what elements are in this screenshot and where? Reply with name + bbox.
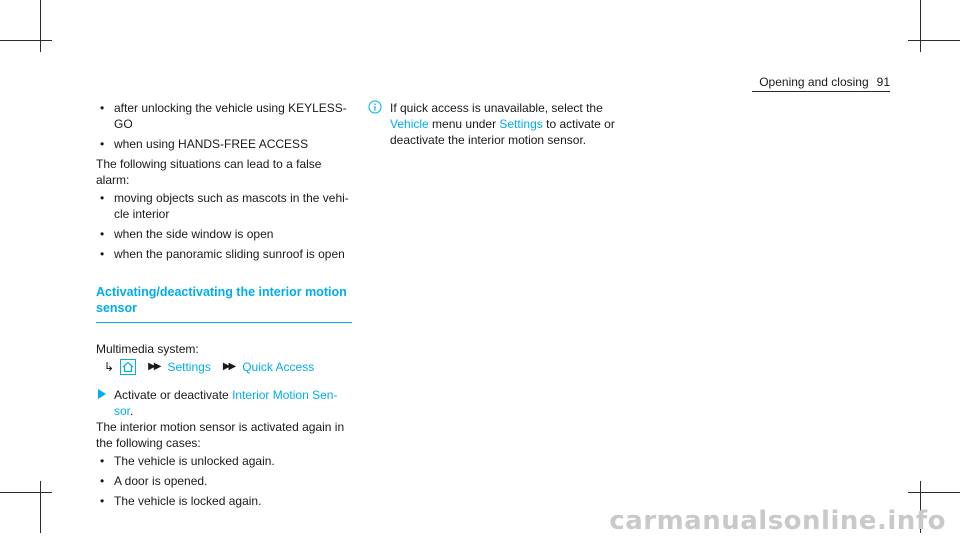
home-icon[interactable] — [120, 359, 136, 375]
result-text: The interior motion sensor is activated again in the following cases: — [96, 420, 345, 450]
watermark: carmanualsonline.info — [609, 506, 946, 536]
chevron-right-icon: ▶▶ — [222, 361, 235, 372]
list-item: • A door is opened. — [100, 474, 208, 488]
bullet-icon: • — [100, 494, 105, 508]
multimedia-label: Multimedia system: — [96, 342, 199, 356]
vehicle-link[interactable]: Vehicle — [390, 117, 429, 131]
bullet-icon: • — [100, 454, 105, 468]
crop-mark — [920, 0, 921, 52]
info-icon — [368, 100, 382, 118]
list-item: • when the panoramic sliding sunroof is open — [100, 247, 345, 261]
right-column — [368, 100, 628, 148]
interior-motion-sensor-link[interactable]: Interior Motion Sensor — [114, 388, 338, 418]
bullet-icon: • — [100, 227, 105, 241]
crop-mark — [40, 481, 41, 533]
running-header — [759, 74, 890, 90]
chevron-right-icon: ▶▶ — [148, 361, 160, 372]
list-item: • moving objects such as mascots in the vehicle interior — [100, 191, 349, 221]
alarm-intro: The following situations can lead to a false alarm: — [96, 157, 322, 187]
bullet-icon: • — [100, 247, 105, 261]
list-item: • The vehicle is unlocked again. — [100, 454, 275, 468]
bullet-icon: • — [100, 137, 105, 151]
bullet-icon: • — [100, 101, 105, 115]
instruction-step: Activate or deactivate Interior Motion Sensor. — [96, 387, 352, 419]
bullet-icon: • — [100, 474, 105, 488]
crop-mark — [908, 40, 960, 41]
path-arrow-icon: ↳ — [104, 360, 115, 374]
crop-mark — [40, 0, 41, 52]
crop-mark — [0, 492, 52, 493]
info-note: If quick access is unavailable, select the Vehicle menu under Settings to activate or deactivate the interior motion sensor. — [368, 100, 628, 148]
bullet-icon: • — [100, 191, 105, 205]
list-item: • when the side window is open — [100, 227, 274, 241]
action-arrow-icon — [98, 389, 106, 399]
header-rule — [752, 91, 890, 92]
menu-path — [96, 359, 352, 375]
path-settings[interactable]: Settings — [167, 360, 211, 374]
list-item: • The vehicle is locked again. — [100, 494, 262, 508]
settings-link[interactable]: Settings — [499, 117, 543, 131]
crop-mark — [908, 492, 960, 493]
list-item: • when using HANDS-FREE ACCESS — [100, 137, 309, 151]
page-number: 91 — [876, 75, 890, 89]
path-quick-access[interactable]: Quick Access — [242, 360, 315, 374]
section-divider — [96, 322, 352, 323]
section-title: Activating/deactivating the interior motion sensor — [96, 285, 347, 315]
left-column — [96, 100, 352, 513]
list-item: • after unlocking the vehicle using KEYLESS-GO — [100, 101, 347, 131]
section-name: Opening and closing — [759, 75, 869, 89]
crop-mark — [0, 40, 52, 41]
